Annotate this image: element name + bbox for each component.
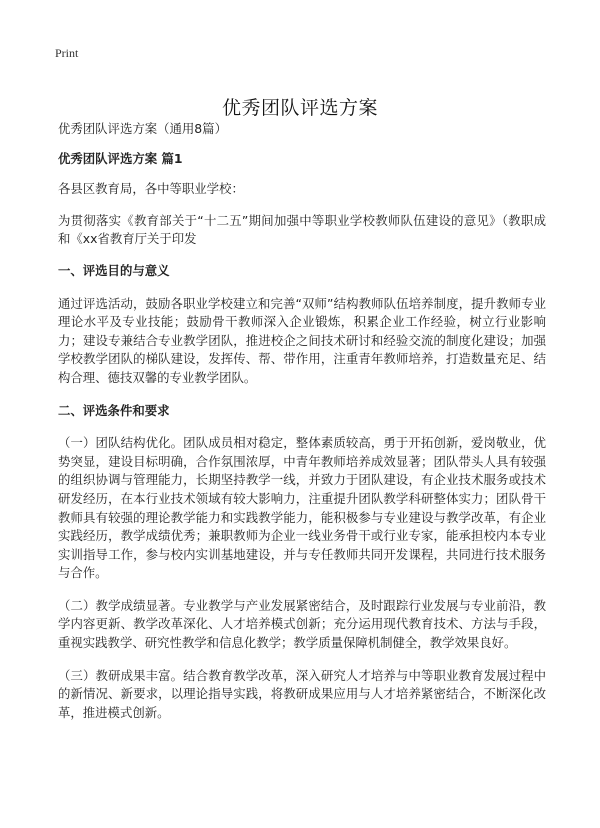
document-title: 优秀团队评选方案 — [221, 96, 378, 119]
condition-item-team-structure: （一）团队结构优化。团队成员相对稳定，整体素质较高，勇于开拓创新，爱岗敬业，优势突显，建设目标明确，合作氛围浓厚，中青年教师培养成效显著；团队带头人具有较强的组织协调与管理能力，长期坚持教学一线，并致力于团队建设，有企业技术服务或技术研发经历，在本行业技术领域有较大影响力，注重提升团队教学科研整体实力；团队骨干教师具有较强的理论教学能力和实践教学能力，能积极参与专业建设与教学改革，有企业实践经历，教学成绩优秀；兼职教师为企业一线业务骨干或行业专家，能承担校内本专业实训指导工作，参与校内实训基地建设，并与专任教师共同开发课程，共同进行技术服务与合作。 — [58, 435, 546, 581]
document-subtitle: 优秀团队评选方案（通用8篇） — [58, 121, 227, 136]
section-heading-purpose: 一、评选目的与意义 — [58, 262, 170, 278]
section-heading-conditions: 二、评选条件和要求 — [58, 402, 170, 418]
greeting-paragraph: 各县区教育局，各中等职业学校： — [58, 181, 244, 197]
print-link[interactable]: Print — [55, 46, 79, 60]
purpose-paragraph: 通过评选活动，鼓励各职业学校建立和完善“双师”结构教师队伍培养制度，提升教师专业理论水平及专业技能；鼓励骨干教师深入企业锻炼，积累企业工作经验，树立行业影响力；建设专兼结合专业教学团队，推进校企之间技术研讨和经验交流的制度化建设；加强学校教学团队的梯队建设，发挥传、帮、带作用，注重青年教师培养，打造数量充足、结构合理、德技双馨的专业教学团队。 — [58, 295, 546, 385]
intro-paragraph: 为贯彻落实《教育部关于“十二五”期间加强中等职业学校教师队伍建设的意见》（教职成和《xx省教育厅关于印发 — [58, 212, 546, 247]
article-heading: 优秀团队评选方案 篇1 — [58, 150, 183, 166]
document-body — [58, 120, 546, 736]
condition-item-teaching-results: （二）教学成绩显著。专业教学与产业发展紧密结合，及时跟踪行业发展与专业前沿，教学内容更新、教学改革深化、人才培养模式创新；充分运用现代教育技术、方法与手段，重视实践教学、研究性教学和信息化教学；教学质量保障机制健全，教学效果良好。 — [58, 597, 546, 651]
condition-item-research-results: （三）教研成果丰富。结合教育教学改革，深入研究人才培养与中等职业教育发展过程中的新情况、新要求，以理论指导实践，将教研成果应用与人才培养紧密结合，不断深化改革，推进模式创新。 — [58, 667, 546, 720]
